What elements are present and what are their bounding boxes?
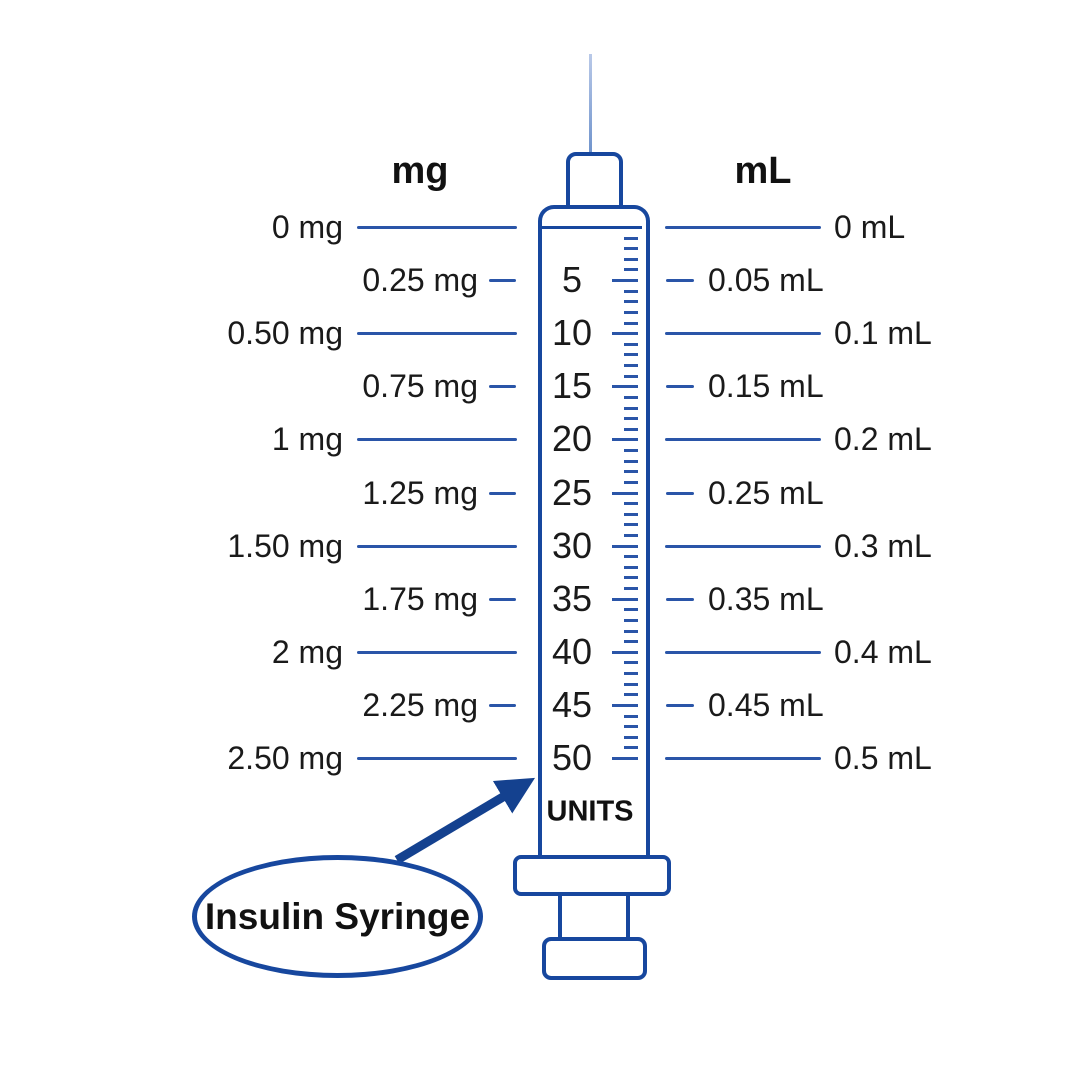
barrel-major-tick [612, 438, 638, 441]
barrel-major-tick [612, 598, 638, 601]
barrel-minor-tick [624, 587, 638, 590]
barrel-minor-tick [624, 725, 638, 728]
barrel-minor-tick [624, 715, 638, 718]
callout-label: Insulin Syringe [204, 895, 471, 937]
barrel-minor-tick [624, 555, 638, 558]
barrel-minor-tick [624, 300, 638, 303]
barrel-minor-tick [624, 566, 638, 569]
barrel-minor-tick [624, 343, 638, 346]
barrel-minor-tick [624, 290, 638, 293]
barrel-minor-tick [624, 481, 638, 484]
barrel-minor-tick [624, 449, 638, 452]
barrel-minor-tick [624, 428, 638, 431]
syringe-needle [589, 54, 592, 154]
mg-row-label: 1.75 mg [362, 580, 478, 617]
mg-row-line [489, 598, 516, 601]
ml-row-label: 0.45 mL [708, 686, 824, 723]
barrel-minor-tick [624, 534, 638, 537]
barrel-minor-tick [624, 746, 638, 749]
barrel-unit-number: 40 [551, 630, 593, 672]
barrel-minor-tick [624, 661, 638, 664]
barrel-major-tick [612, 757, 638, 760]
barrel-major-tick [612, 545, 638, 548]
mg-row-line [489, 704, 516, 707]
barrel-minor-tick [624, 640, 638, 643]
mg-row-label: 0.50 mg [227, 315, 343, 352]
mg-row-label: 1 mg [271, 421, 343, 458]
barrel-minor-tick [624, 619, 638, 622]
barrel-minor-tick [624, 523, 638, 526]
barrel-unit-number: 35 [551, 577, 593, 619]
barrel-minor-tick [624, 322, 638, 325]
barrel-unit-number: 5 [561, 259, 583, 301]
ml-row-line [665, 226, 821, 229]
barrel-major-tick [612, 492, 638, 495]
mg-row-line [489, 385, 516, 388]
ml-row-label: 0.4 mL [834, 633, 932, 670]
barrel-minor-tick [624, 608, 638, 611]
barrel-minor-tick [624, 693, 638, 696]
mg-row-line [357, 332, 517, 335]
barrel-minor-tick [624, 736, 638, 739]
syringe-zero-line [538, 226, 642, 229]
ml-row-label: 0 mL [834, 209, 906, 245]
ml-row-label: 0.05 mL [708, 262, 824, 299]
barrel-minor-tick [624, 375, 638, 378]
barrel-unit-number: 25 [551, 471, 593, 513]
barrel-unit-number: 20 [551, 418, 593, 460]
barrel-major-tick [612, 279, 638, 282]
mg-row-label: 0.25 mg [362, 262, 478, 299]
mg-row-line [357, 438, 517, 441]
ml-row-label: 0.3 mL [834, 527, 932, 564]
mg-row-line [489, 492, 516, 495]
ml-row-line [665, 332, 821, 335]
barrel-minor-tick [624, 460, 638, 463]
ml-row-line [666, 279, 694, 282]
ml-row-label: 0.2 mL [834, 421, 932, 458]
ml-row-label: 0.1 mL [834, 315, 932, 352]
mg-row-line [357, 226, 517, 229]
barrel-unit-number: 15 [551, 365, 593, 407]
barrel-unit-number: 45 [551, 683, 593, 725]
barrel-unit-number: 10 [551, 312, 593, 354]
barrel-major-tick [612, 704, 638, 707]
mg-row-label: 1.25 mg [362, 474, 478, 511]
ml-row-label: 0.5 mL [834, 740, 932, 776]
callout-arrow-icon [380, 760, 550, 870]
barrel-minor-tick [624, 417, 638, 420]
units-label: UNITS [546, 795, 634, 828]
barrel-major-tick [612, 332, 638, 335]
barrel-minor-tick [624, 672, 638, 675]
ml-row-line [666, 704, 694, 707]
barrel-unit-number: 30 [551, 524, 593, 566]
barrel-minor-tick [624, 683, 638, 686]
ml-row-label: 0.35 mL [708, 580, 824, 617]
mg-row-label: 2.25 mg [362, 686, 478, 723]
barrel-major-tick [612, 651, 638, 654]
mg-column-header: mg [391, 150, 449, 192]
barrel-minor-tick [624, 513, 638, 516]
barrel-minor-tick [624, 502, 638, 505]
mg-row-label: 0.75 mg [362, 368, 478, 405]
ml-row-line [666, 598, 694, 601]
barrel-minor-tick [624, 353, 638, 356]
ml-row-line [665, 438, 821, 441]
barrel-minor-tick [624, 247, 638, 250]
mg-row-line [357, 651, 517, 654]
ml-row-label: 0.25 mL [708, 474, 824, 511]
mg-row-line [489, 279, 516, 282]
ml-row-line [666, 492, 694, 495]
barrel-minor-tick [624, 630, 638, 633]
ml-row-label: 0.15 mL [708, 368, 824, 405]
barrel-minor-tick [624, 364, 638, 367]
barrel-major-tick [612, 385, 638, 388]
ml-row-line [665, 651, 821, 654]
barrel-minor-tick [624, 311, 638, 314]
syringe-plunger-end [542, 937, 647, 980]
insulin-syringe-callout [192, 855, 483, 978]
ml-row-line [666, 385, 694, 388]
mg-row-label: 1.50 mg [227, 527, 343, 564]
barrel-unit-number: 50 [551, 737, 593, 778]
barrel-minor-tick [624, 258, 638, 261]
barrel-minor-tick [624, 396, 638, 399]
barrel-minor-tick [624, 237, 638, 240]
ml-row-line [665, 545, 821, 548]
barrel-minor-tick [624, 268, 638, 271]
ml-row-line [665, 757, 821, 760]
barrel-minor-tick [624, 407, 638, 410]
mg-row-label: 2 mg [271, 633, 343, 670]
mg-row-label: 2.50 mg [227, 740, 343, 776]
mg-row-line [357, 545, 517, 548]
ml-column-header: mL [734, 150, 792, 192]
mg-row-label: 0 mg [271, 209, 343, 245]
barrel-minor-tick [624, 470, 638, 473]
barrel-minor-tick [624, 576, 638, 579]
